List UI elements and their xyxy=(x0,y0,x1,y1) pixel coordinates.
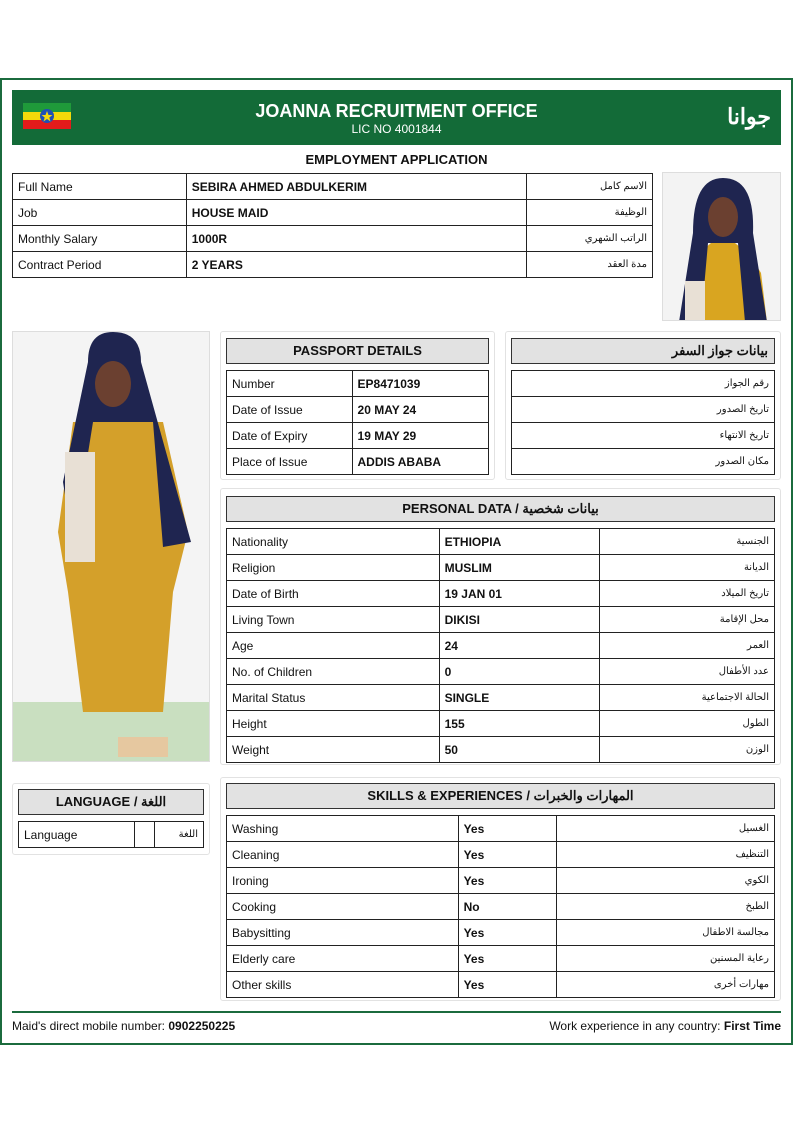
portrait-photo xyxy=(662,172,781,321)
field-label: Contract Period xyxy=(13,252,187,278)
field-label: Elderly care xyxy=(227,946,459,972)
language-header: LANGUAGE / اللغة xyxy=(18,789,204,815)
table-row xyxy=(227,842,775,868)
field-label: Weight xyxy=(227,737,440,763)
field-label-ar: الديانة xyxy=(600,555,775,581)
field-value: 20 MAY 24 xyxy=(352,397,488,423)
field-value: 50 xyxy=(439,737,600,763)
field-value: SINGLE xyxy=(439,685,600,711)
table-row xyxy=(227,659,775,685)
field-label: Age xyxy=(227,633,440,659)
table-row xyxy=(227,737,775,763)
field-label-ar: تاريخ الصدور xyxy=(512,397,775,423)
table-row xyxy=(227,920,775,946)
table-row xyxy=(227,711,775,737)
field-value: Yes xyxy=(458,972,557,998)
table-row xyxy=(227,868,775,894)
table-row xyxy=(13,252,653,278)
field-label-ar: الحالة الاجتماعية xyxy=(600,685,775,711)
table-row xyxy=(512,371,775,397)
field-value: ETHIOPIA xyxy=(439,529,600,555)
field-label: Religion xyxy=(227,555,440,581)
language-value xyxy=(135,822,155,848)
skills-header: SKILLS & EXPERIENCES / المهارات والخبرات xyxy=(226,783,775,809)
field-value: 1000R xyxy=(186,226,526,252)
table-row xyxy=(227,555,775,581)
passport-arabic-table xyxy=(511,370,775,475)
skills-table xyxy=(226,815,775,998)
table-row xyxy=(512,449,775,475)
field-value: 24 xyxy=(439,633,600,659)
mobile-label: Maid's direct mobile number: xyxy=(12,1019,166,1033)
field-label: Cooking xyxy=(227,894,459,920)
field-value: HOUSE MAID xyxy=(186,200,526,226)
table-row xyxy=(227,423,489,449)
table-row xyxy=(227,685,775,711)
field-label-ar: عدد الأطفال xyxy=(600,659,775,685)
field-label: Date of Birth xyxy=(227,581,440,607)
field-value: 19 JAN 01 xyxy=(439,581,600,607)
field-value: Yes xyxy=(458,868,557,894)
table-row xyxy=(227,581,775,607)
field-label: Full Name xyxy=(13,174,187,200)
experience-label: Work experience in any country: xyxy=(549,1019,721,1033)
field-value: No xyxy=(458,894,557,920)
field-label: Job xyxy=(13,200,187,226)
field-label: Date of Issue xyxy=(227,397,353,423)
summary-table xyxy=(12,173,653,278)
field-label-ar: الكوي xyxy=(557,868,775,894)
field-label-ar: مجالسة الاطفال xyxy=(557,920,775,946)
field-label-ar: مكان الصدور xyxy=(512,449,775,475)
work-experience xyxy=(549,1019,781,1033)
field-value: 2 YEARS xyxy=(186,252,526,278)
field-value: Yes xyxy=(458,816,557,842)
field-value: 0 xyxy=(439,659,600,685)
full-body-photo xyxy=(12,331,210,762)
table-row xyxy=(13,226,653,252)
table-row xyxy=(227,607,775,633)
field-label: Other skills xyxy=(227,972,459,998)
table-row xyxy=(227,894,775,920)
passport-table xyxy=(226,370,489,475)
field-label: Monthly Salary xyxy=(13,226,187,252)
field-value: EP8471039 xyxy=(352,371,488,397)
table-row xyxy=(227,946,775,972)
field-label-ar: الوزن xyxy=(600,737,775,763)
office-name-arabic: جوانا xyxy=(727,104,771,129)
field-label: Number xyxy=(227,371,353,397)
mobile-number xyxy=(12,1019,235,1033)
field-label-ar: محل الإقامة xyxy=(600,607,775,633)
mobile-value: 0902250225 xyxy=(168,1019,236,1033)
field-label: Nationality xyxy=(227,529,440,555)
license-number: LIC NO 4001844 xyxy=(351,122,442,136)
field-value: DIKISI xyxy=(439,607,600,633)
field-value: Yes xyxy=(458,842,557,868)
table-row xyxy=(227,371,489,397)
table-row xyxy=(512,423,775,449)
field-label-ar: الغسيل xyxy=(557,816,775,842)
footer-divider xyxy=(12,1011,781,1013)
table-row xyxy=(227,397,489,423)
field-label-ar: التنظيف xyxy=(557,842,775,868)
field-label: Washing xyxy=(227,816,459,842)
field-label-ar: الراتب الشهري xyxy=(527,226,653,252)
field-label: Ironing xyxy=(227,868,459,894)
field-value: SEBIRA AHMED ABDULKERIM xyxy=(186,174,526,200)
table-row xyxy=(227,449,489,475)
office-name: JOANNA RECRUITMENT OFFICE xyxy=(255,101,538,121)
field-label-ar: تاريخ الميلاد xyxy=(600,581,775,607)
field-label-ar: رعاية المسنين xyxy=(557,946,775,972)
field-label-ar: الطبخ xyxy=(557,894,775,920)
field-label: Date of Expiry xyxy=(227,423,353,449)
field-value: MUSLIM xyxy=(439,555,600,581)
field-label: No. of Children xyxy=(227,659,440,685)
field-label-ar: الطول xyxy=(600,711,775,737)
table-row xyxy=(227,529,775,555)
field-label-ar: تاريخ الانتهاء xyxy=(512,423,775,449)
language-row xyxy=(19,822,204,848)
field-label: Babysitting xyxy=(227,920,459,946)
header-banner xyxy=(12,90,781,145)
field-value: Yes xyxy=(458,920,557,946)
experience-value: First Time xyxy=(723,1019,781,1033)
language-label-ar: اللغة xyxy=(155,822,204,848)
table-row xyxy=(227,816,775,842)
field-label-ar: مهارات أخرى xyxy=(557,972,775,998)
field-value: 19 MAY 29 xyxy=(352,423,488,449)
language-table xyxy=(18,821,204,848)
field-value: ADDIS ABABA xyxy=(352,449,488,475)
field-label-ar: الوظيفة xyxy=(527,200,653,226)
table-row xyxy=(13,200,653,226)
personal-data-table xyxy=(226,528,775,763)
table-row xyxy=(227,633,775,659)
passport-arabic-header: بيانات جواز السفر xyxy=(511,338,775,364)
field-label: Height xyxy=(227,711,440,737)
form-title: EMPLOYMENT APPLICATION xyxy=(305,152,488,167)
field-label-ar: مدة العقد xyxy=(527,252,653,278)
field-label-ar: رقم الجواز xyxy=(512,371,775,397)
field-value: 155 xyxy=(439,711,600,737)
language-label: Language xyxy=(19,822,135,848)
field-label: Place of Issue xyxy=(227,449,353,475)
field-label-ar: الجنسية xyxy=(600,529,775,555)
field-label: Cleaning xyxy=(227,842,459,868)
passport-header: PASSPORT DETAILS xyxy=(226,338,489,364)
personal-data-header: PERSONAL DATA / بيانات شخصية xyxy=(226,496,775,522)
field-label-ar: العمر xyxy=(600,633,775,659)
table-row xyxy=(13,174,653,200)
field-label-ar: الاسم كامل xyxy=(527,174,653,200)
table-row xyxy=(227,972,775,998)
field-label: Marital Status xyxy=(227,685,440,711)
table-row xyxy=(512,397,775,423)
field-label: Living Town xyxy=(227,607,440,633)
field-value: Yes xyxy=(458,946,557,972)
